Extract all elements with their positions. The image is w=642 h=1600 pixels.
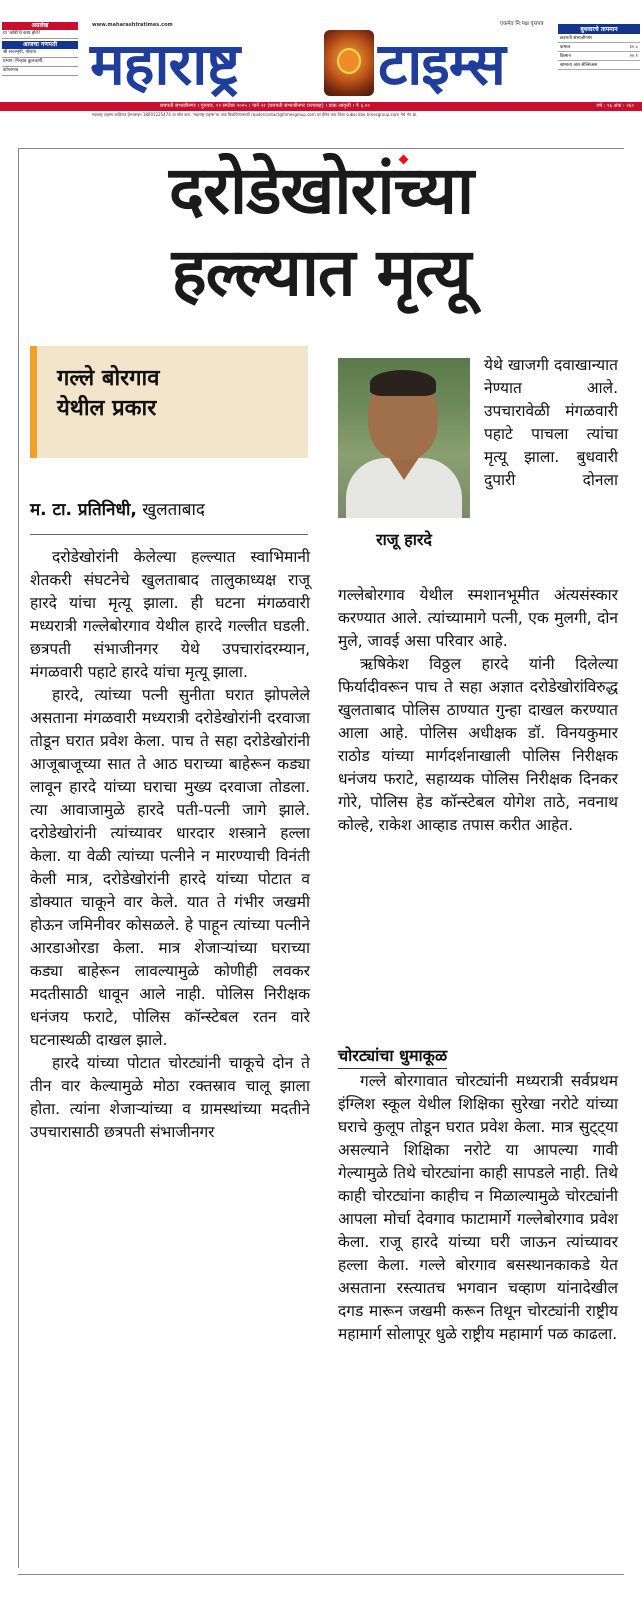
article-bottom-rule [18, 1574, 624, 1575]
editorial-teaser[interactable]: या 'कोंडी'चे काय होते? [2, 30, 78, 39]
helpline-bar: महाराष्ट्र टाइम्स जाहिरात हेल्पलाइन 18001225474 चा स्रोत करा. 'महाराष्ट्र टाइम्स'चा अंक मिळविण्यासाठी readercontact@timesgroup.com वर ईमेल करा किंवा subscribe.timesgroup.com येथे भेट द्या. [92, 112, 418, 117]
edition-bar [0, 102, 642, 111]
weather-box [558, 24, 640, 70]
headline-line-2: हल्ल्यात मृत्यू [171, 234, 471, 311]
paragraph: ऋषिकेश विठ्ठल हारदे यांनी दिलेल्या फिर्यादीवरून पाच ते सहा अज्ञात दरोडेखोरांविरुद्ध खुलताबाद पोलिस ठाण्यात गुन्हा दाखल करण्यात आला आहे. पोलिस अधीक्षक डॉ. विनयकुमार राठोड यांच्या मार्गदर्शनाखाली पोलिस निरीक्षक धनंजय फराटे, सहाय्यक पोलिस निरीक्षक दिनकर गोरे, पोलिस हेड कॉन्स्टेबल योगेश ताठे, नवनाथ कोल्हे, राकेश आव्हाड तपास करीत आहेत. [338, 655, 618, 834]
ganpati-label: आजचा गणपती [2, 41, 78, 49]
ganpati-line-2: प्रभाग: गिन्हाड कुलकर्णी, [2, 58, 78, 67]
article-column-1 [30, 546, 310, 1144]
kicker-line-1: गल्ले बोरगाव [57, 366, 160, 391]
kicker-line-2: येथील प्रकार [57, 396, 157, 421]
byline-rule [30, 534, 308, 535]
volume-issue: वर्ष : १६ अंक : २६० [596, 103, 634, 109]
paragraph: गल्लेबोरगाव येथील स्मशानभूमीत अंत्यसंस्कार करण्यात आले. त्यांच्यामागे पत्नी, एक मुलगी, दोन मुले, जावई असा परिवार आहे. [338, 586, 618, 650]
ganesha-emblem-icon [324, 30, 374, 96]
ganpati-line-1: श्री सप्तशृंगी, गोराया [2, 49, 78, 58]
byline-name: म. टा. प्रतिनिधी, [30, 500, 137, 520]
weather-row-min: किमान २०.१ [560, 54, 638, 59]
site-url[interactable]: www.maharashtratimes.com [92, 22, 173, 28]
byline [30, 497, 205, 520]
portrait-photo [338, 358, 470, 518]
newspaper-logo [88, 28, 548, 100]
article-column-2-bottom [338, 1070, 618, 1346]
kicker-box [30, 346, 308, 458]
weather-city: छत्रपती संभाजीनगर [558, 34, 640, 43]
left-teaser-box [2, 22, 78, 76]
article-column-2-top: येथे खाजगी दवाखान्यात नेण्यात आले. उपचारावेळी मंगळवारी पहाटे पाचला त्यांचा मृत्यू झाला. बुधवारी दुपारी दोनला [484, 356, 618, 489]
article-column-2 [338, 584, 618, 837]
photo-caption: राजू हारदे [376, 530, 432, 549]
article-headline [18, 150, 624, 314]
weather-row-max: कमाल ३०.८ [560, 45, 638, 50]
article-left-rule [18, 148, 19, 1568]
tagline: एकमेव नि:पक्ष वृत्तपत्र [500, 21, 544, 27]
paragraph: हारदे यांच्या पोटात चोरट्यांनी चाकूचे दोन ते तीन वार केल्यामुळे मोठा रक्तस्राव चालू झाला होता. त्यांना शेजाऱ्यांच्या व ग्रामस्थांच्या मदतीने उपचारासाठी छत्रपती संभाजीनगर [30, 1054, 310, 1141]
ganpati-line-3: कोपरगाव [2, 67, 78, 76]
headline-line-1: दरोडेखोरांच्या [168, 152, 474, 229]
editorial-label: अग्रलेख [2, 22, 78, 30]
subheading: चोरट्यांचा धुमाकूळ [338, 1044, 447, 1069]
weather-note: सामान्य अंश सेल्सिअस [558, 61, 640, 70]
masthead [0, 0, 642, 118]
article-top-rule [18, 148, 624, 149]
paragraph: गल्ले बोरगावात चोरट्यांनी मध्यरात्री सर्वप्रथम इंग्लिश स्कूल येथील शिक्षिका सुरेखा नरोटे यांच्या घराचे कुलूप तोडून घरात प्रवेश केला. मात्र सुट्ट्या असल्याने शिक्षिका नरोटे या आपल्या गावी गेल्यामुळे तिथे चोरट्यांना काही सापडले नाही. तिथे काही चोरट्यांना काहीच न मिळाल्यामुळे चोरट्यांनी आपला मोर्चा देवगाव फाटामार्गे गल्लेबोरगाव प्रवेश केला. राजू हारदे यांच्या घरी जाऊन त्यांच्यावर हल्ला केला. गल्ले बोरगाव बसस्थानकाकडे येत असताना रस्त्यातच भगवान चव्हाण यांनादेखील दगड मारून जखमी करून तिथून चोरट्यांनी राष्ट्रीय महामार्ग सोलापूर धुळे राष्ट्रीय महामार्ग पळ काढला. [338, 1072, 618, 1343]
logo-text-right: टाइम्स [378, 30, 505, 98]
logo-text-left: महाराष्ट्र [90, 30, 240, 98]
byline-location: खुलताबाद [136, 500, 205, 520]
paragraph: हारदे, त्यांच्या पत्नी सुनीता घरात झोपलेले असताना मंगळवारी मध्यरात्री दरोडेखोरांनी दरवाजा तोडून घरात प्रवेश केला. पाच ते सहा दरोडेखोरांनी आजूबाजूच्या सात ते आठ घराच्या बाहेरून कड्या लावून हारदे यांच्या घराचा मुख्य दरवाजा तोडला. त्या आवाजामुळे हारदे पती-पत्नी जागे झाले. दरोडेखोरांनी त्यांच्यावर धारदार शस्त्राने हल्ला केला. या वेळी त्यांच्या पत्नीने न मारण्याची विनंती केली मात्र, दरोडेखोरांनी हारदे यांच्या पोटात व डोक्यात चाकूने वार केले. यात ते गंभीर जखमी होऊन जमिनीवर कोसळले. हे पाहून त्यांच्या पत्नीने आरडाओरडा केला. मात्र शेजाऱ्यांच्या घराच्या कड्या बाहेरून लावल्यामुळे कोणीही लवकर मदतीसाठी धावून आले नाही. पोलिस निरीक्षक धनंजय फराटे, पोलिस कॉन्स्टेबल रतन वारे घटनास्थळी दाखल झाले. [30, 686, 310, 1049]
paragraph: दरोडेखोरांनी केलेल्या हल्ल्यात स्वाभिमानी शेतकरी संघटनेचे खुलताबाद तालुकाध्यक्ष राजू हारदे यांचा मृत्यू झाला. ही घटना मंगळवारी मध्यरात्री गल्लेबोरगाव येथील हारदे गल्लीत घडली. छत्रपती संभाजीनगर येथे उपचारांदरम्यान, मंगळवारी पहाटे हारदे यांचा मृत्यू झाला. [30, 548, 310, 681]
weather-title: बुधवारचे तापमान [558, 24, 640, 34]
edition-info: छत्रपती संभाजीनगर । गुरुवार, ११ सप्टेंबर २०२५ । पाने २२ (छत्रपती संभाजीनगर राज्यसह) । डाक आवृत्ती । ₹ ६.०० [160, 103, 370, 109]
